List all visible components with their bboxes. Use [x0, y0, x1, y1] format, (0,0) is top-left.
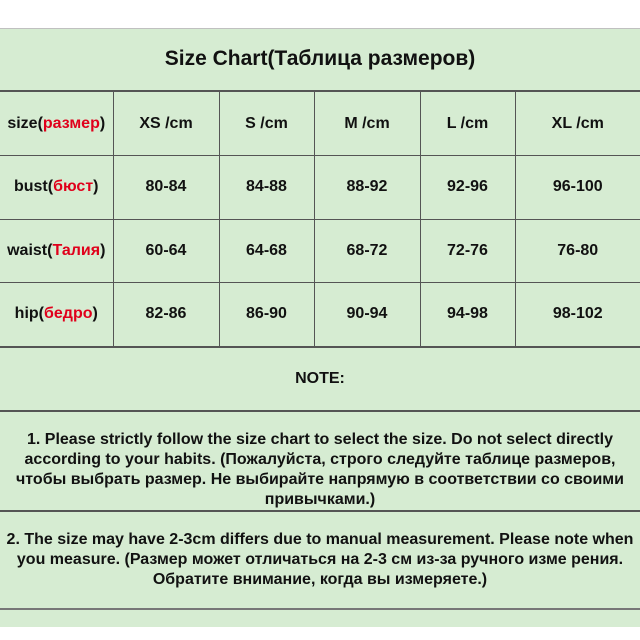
label-close: ): [92, 305, 98, 323]
table-cell: 92-96: [420, 156, 515, 220]
table-cell: 76-80: [515, 219, 640, 283]
table-cell: 84-88: [219, 156, 314, 220]
label-ru: бюст: [53, 178, 94, 196]
size-header-cell: L /cm: [420, 92, 515, 156]
row-label: [0, 92, 113, 156]
table-header-row: [0, 92, 640, 156]
label-ru: Талия: [52, 241, 101, 259]
label-close: ): [93, 178, 99, 196]
label-ru: бедро: [44, 305, 93, 323]
table-cell: 60-64: [113, 219, 219, 283]
label-ru: размер: [42, 114, 100, 132]
table-cell: 80-84: [113, 156, 219, 220]
label-close: ): [100, 241, 106, 259]
note-paragraph-1: 1. Please strictly follow the size chart to select the size. Do not select directly according to your habits. (Пожалуйста, строго следуйте таблице размеров, чтобы выбрать размер. Не выбирайте напрямую в соответствии со своими привычками.): [16, 431, 624, 508]
note-heading: NOTE:: [0, 346, 640, 412]
table-cell: 86-90: [219, 283, 314, 347]
table-cell: 96-100: [515, 156, 640, 220]
table-cell: 88-92: [314, 156, 420, 220]
table-cell: 64-68: [219, 219, 314, 283]
table-row-waist: [0, 219, 640, 283]
table-row-bust: [0, 156, 640, 220]
table-cell: 68-72: [314, 219, 420, 283]
row-label: [0, 283, 113, 347]
label-en: waist(: [7, 241, 53, 259]
label-en: size(: [7, 114, 43, 132]
table-cell: 90-94: [314, 283, 420, 347]
table-cell: 82-86: [113, 283, 219, 347]
size-header-cell: S /cm: [219, 92, 314, 156]
size-header-cell: M /cm: [314, 92, 420, 156]
row-label: [0, 219, 113, 283]
label-en: bust(: [13, 178, 54, 196]
size-header-cell: XS /cm: [113, 92, 219, 156]
table-cell: 94-98: [420, 283, 515, 347]
table-cell: 98-102: [515, 283, 640, 347]
table-cell: 72-76: [420, 219, 515, 283]
size-header-cell: XL /cm: [515, 92, 640, 156]
note-paragraph-2: 2. The size may have 2-3cm differs due to manual measurement. Please note when you measure. (Размер может отличаться на 2-3 см из-за ручного изме рения. Обратите внимание, когда вы измеряете.): [0, 510, 640, 590]
bottom-divider: [0, 608, 640, 610]
size-table: [0, 92, 640, 347]
label-en: hip(: [14, 305, 44, 323]
chart-title: Size Chart(Таблица размеров): [0, 28, 640, 92]
label-close: ): [99, 114, 106, 132]
table-row-hip: [0, 283, 640, 347]
row-label: [0, 156, 113, 220]
